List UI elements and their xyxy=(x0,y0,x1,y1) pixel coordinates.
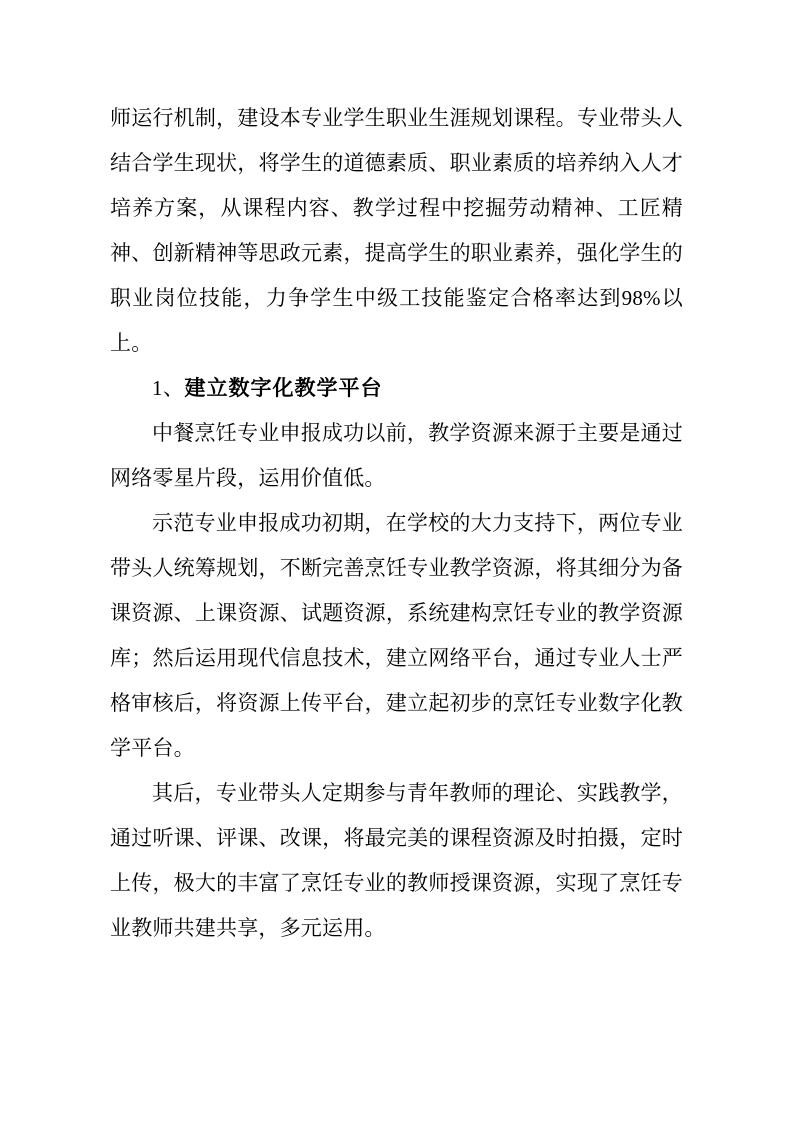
paragraph-afterwards: 其后，专业带头人定期参与青年教师的理论、实践教学，通过听课、评课、改课，将最完美的课程资源及时拍摄，定时上传，极大的丰富了烹饪专业的教师授课资源，实现了烹饪专业教师共建共享，多元运用。 xyxy=(110,781,683,940)
section-heading-1-number: 1、 xyxy=(152,376,185,400)
document-body xyxy=(110,96,683,951)
paragraph-continued: 师运行机制，建设本专业学生职业生涯规划课程。专业带头人结合学生现状，将学生的道德素质、职业素质的培养纳入人才培养方案，从课程内容、教学过程中挖掘劳动精神、工匠精神、创新精神等思政元素，提高学生的职业素养，强化学生的职业岗位技能，力争学生中级工技能鉴定合格率达到98%以上。 xyxy=(110,106,683,355)
section-heading-1 xyxy=(110,366,683,411)
section-heading-1-title: 建立数字化教学平台 xyxy=(184,376,383,400)
paragraph-early-stage: 示范专业申报成功初期，在学校的大力支持下，两位专业带头人统筹规划，不断完善烹饪专业教学资源，将其细分为备课资源、上课资源、试题资源，系统建构烹饪专业的教学资源库；然后运用现代信息技术，建立网络平台，通过专业人士严格审核后，将资源上传平台，建立起初步的烹饪专业数字化教学平台。 xyxy=(110,511,683,760)
paragraph-before-application: 中餐烹饪专业申报成功以前，教学资源来源于主要是通过网络零星片段，运用价值低。 xyxy=(110,421,683,490)
